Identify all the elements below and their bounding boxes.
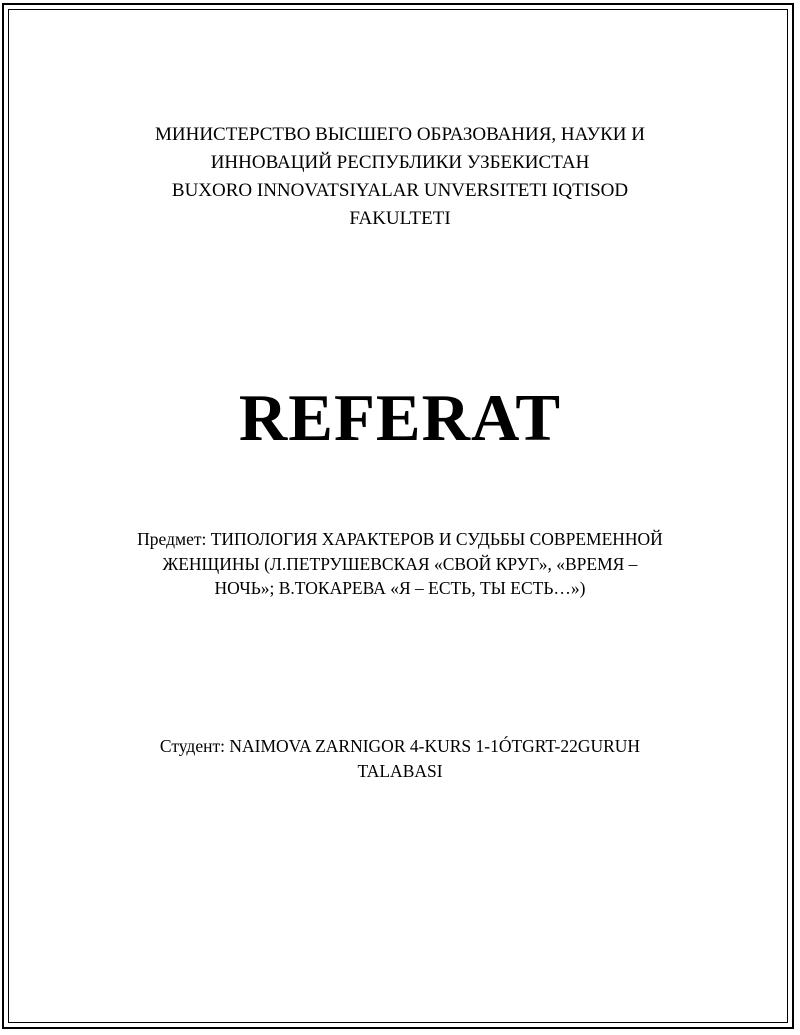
header-line-3: BUXORO INNOVATSIYALAR UNVERSITETI IQTISOD	[171, 180, 629, 201]
subject-line-3: НОЧЬ»; В.ТОКАРЕВА «Я – ЕСТЬ, ТЫ ЕСТЬ…»)	[214, 578, 586, 598]
subject-block	[0, 527, 800, 601]
subject-line-2: ЖЕНЩИНЫ (Л.ПЕТРУШЕВСКАЯ «СВОЙ КРУГ», «ВРЕМЯ –	[162, 553, 638, 574]
student-line-2: TALABASI	[357, 760, 443, 781]
document-title: REFERAT	[238, 381, 562, 455]
student-block	[0, 734, 800, 783]
subject-line-1: Предмет: ТИПОЛОГИЯ ХАРАКТЕРОВ И СУДЬБЫ СОВРЕМЕННОЙ	[137, 529, 663, 549]
student-line-1: Студент: NAIMOVA ZARNIGOR 4-KURS 1-1ÓTGRT-22GURUH	[159, 736, 641, 756]
header-line-1: МИНИСТЕРСТВО ВЫСШЕГО ОБРАЗОВАНИЯ, НАУКИ И	[155, 124, 645, 145]
header-line-4: FAKULTETI	[349, 208, 451, 229]
institution-header	[0, 121, 800, 233]
header-line-2: ИННОВАЦИЙ РЕСПУБЛИКИ УЗБЕКИСТАН	[210, 152, 590, 173]
